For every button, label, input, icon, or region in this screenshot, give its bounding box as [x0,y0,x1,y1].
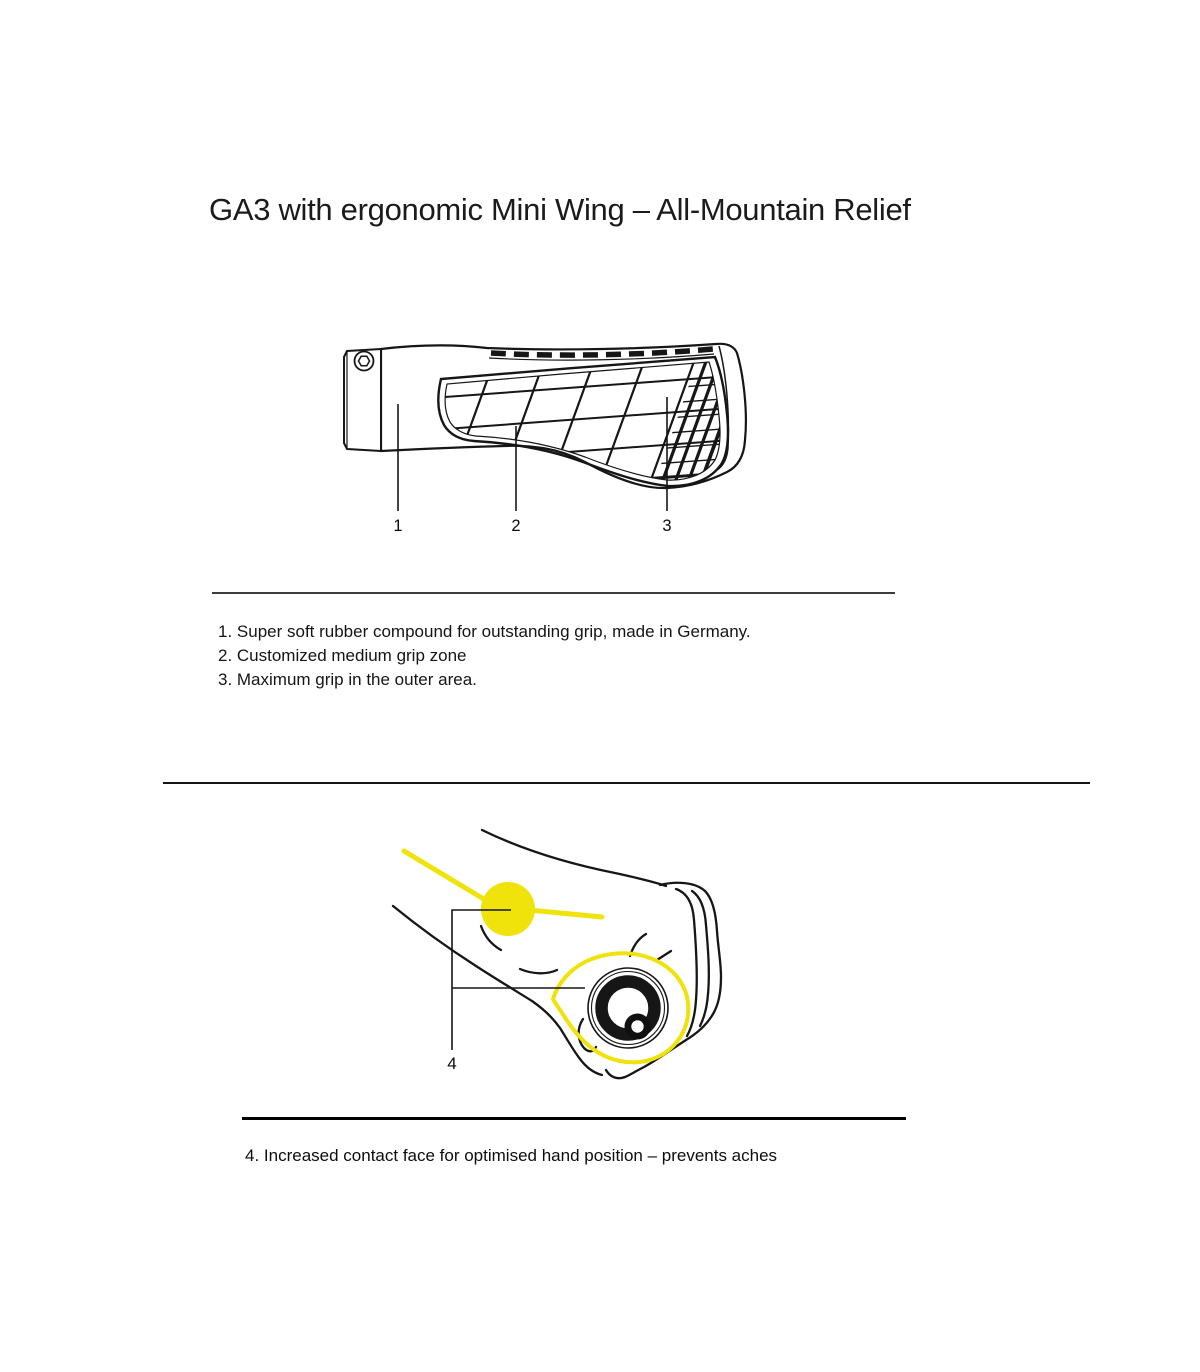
callout-label-2: 2 [511,517,521,535]
separator-top [212,592,895,594]
feature-list [218,620,751,692]
feature-item-1: 1. Super soft rubber compound for outstanding grip, made in Germany. [218,622,751,641]
grip-top-view-illustration [335,325,760,520]
separator-bottom [242,1117,906,1120]
separator-middle [163,782,1090,784]
feature-item-4: 4. Increased contact face for optimised hand position – prevents aches [245,1146,778,1165]
feature-item-2: 2. Customized medium grip zone [218,646,467,665]
callout-label-1: 1 [393,517,403,535]
callout-label-4: 4 [447,1054,457,1073]
feature-item-3: 3. Maximum grip in the outer area. [218,670,477,689]
hand-grip-end-view-illustration [380,795,730,1090]
hand-outline [393,830,721,1078]
callout-label-3: 3 [662,517,672,535]
page-title: GA3 with ergonomic Mini Wing – All-Mountain Relief [209,192,911,227]
clamp-bolt-icon [355,352,374,371]
grip-cross-section [584,964,672,1052]
